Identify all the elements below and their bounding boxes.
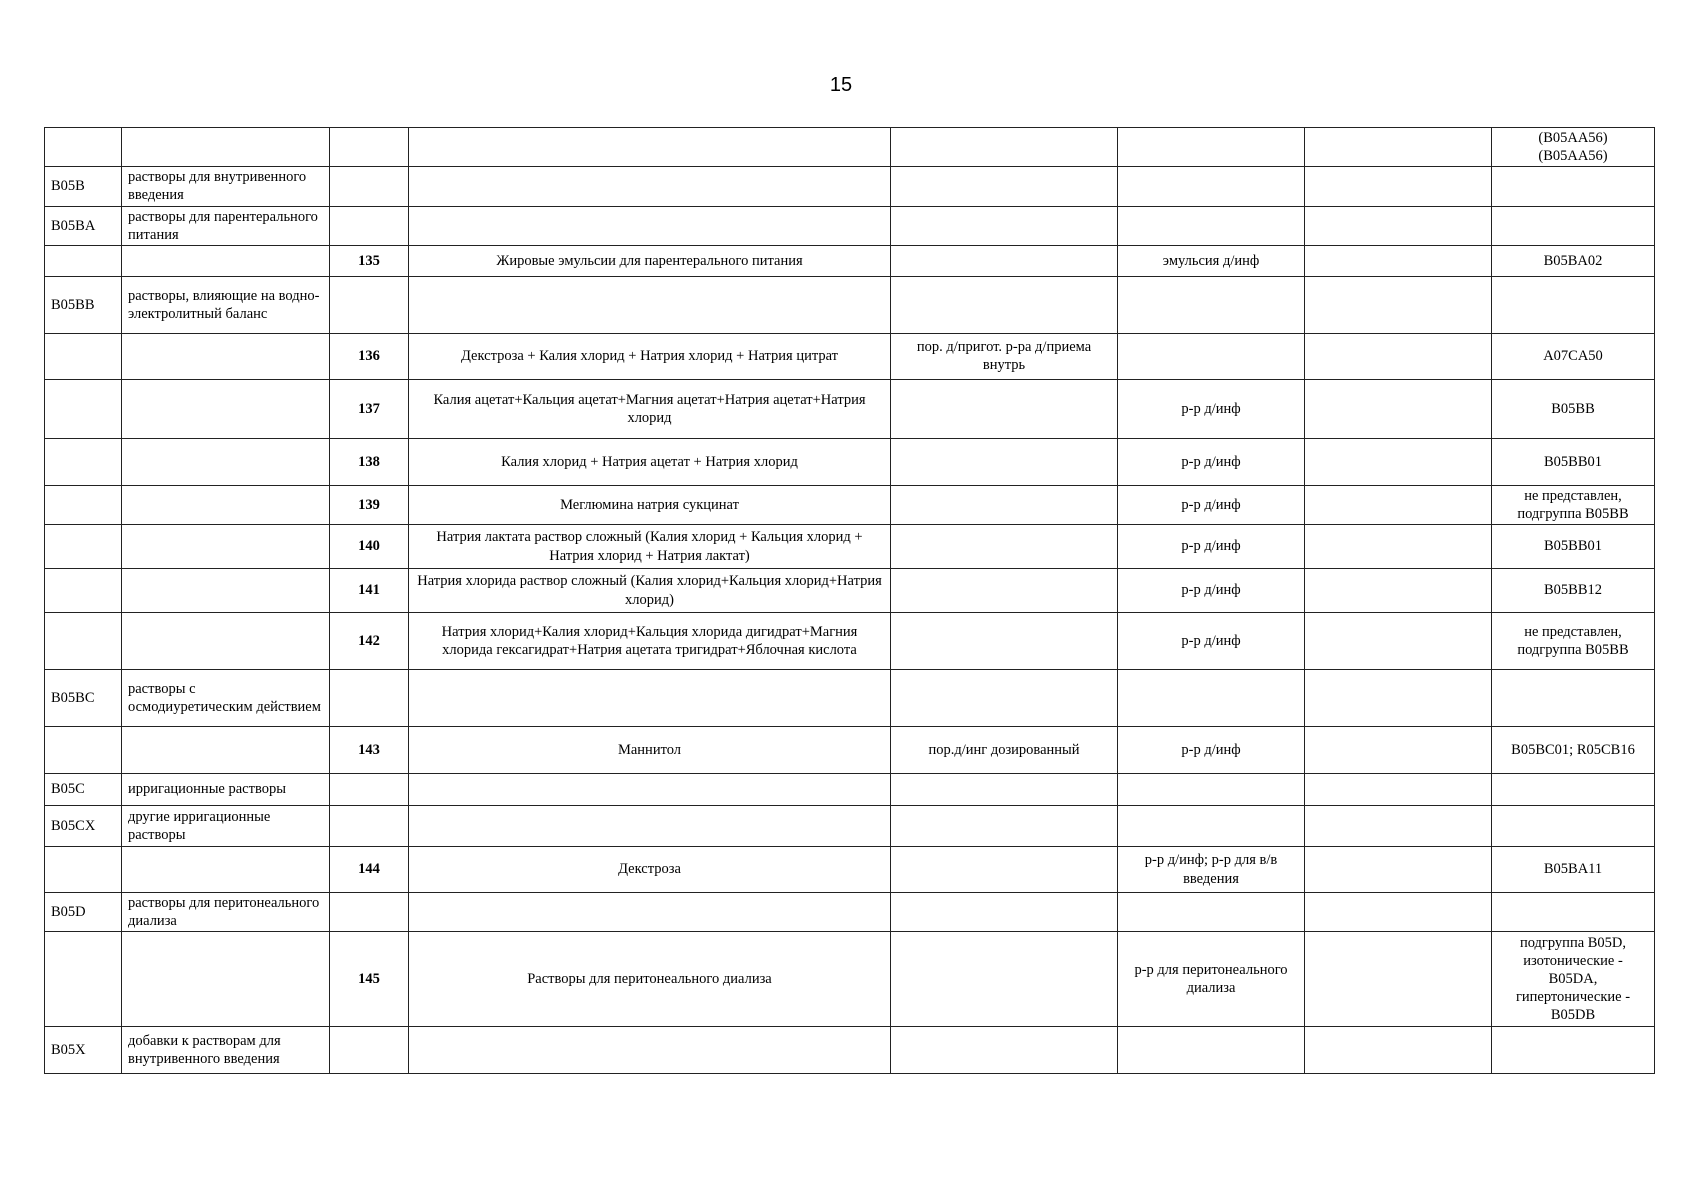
table-cell-drug-name: [409, 206, 891, 245]
table-row: [45, 485, 1655, 524]
table-cell-atc-code: [1492, 206, 1655, 245]
table-cell-row-number: [330, 276, 409, 333]
table-cell-row-number: [330, 128, 409, 167]
table-cell-group-name: [122, 379, 330, 438]
table-cell-dosage-form: [891, 379, 1118, 438]
table-cell-group-name: [122, 128, 330, 167]
table-cell-infusion-form: р-р д/инф; р-р для в/в введения: [1118, 847, 1305, 893]
table-cell-dosage-form: [891, 893, 1118, 932]
table-cell-group-name: добавки к растворам для внутривенного введения: [122, 1027, 330, 1074]
table-cell-row-number: 139: [330, 485, 409, 524]
table-cell-dosage-form: [891, 806, 1118, 847]
table-cell-atc-group-code: [45, 245, 122, 276]
table-cell-drug-name: Маннитол: [409, 727, 891, 774]
table-cell-extra: [1305, 379, 1492, 438]
table-cell-drug-name: Натрия хлорид+Калия хлорид+Кальция хлорида дигидрат+Магния хлорида гексагидрат+Натрия ацетата тригидрат+Яблочная кислота: [409, 613, 891, 670]
table-cell-group-name: растворы для внутривенного введения: [122, 167, 330, 206]
table-row: [45, 333, 1655, 379]
table-cell-atc-code: [1492, 1027, 1655, 1074]
table-cell-atc-code: B05BA02: [1492, 245, 1655, 276]
table-cell-group-name: растворы для парентерального питания: [122, 206, 330, 245]
table-cell-extra: [1305, 276, 1492, 333]
table-cell-row-number: 142: [330, 613, 409, 670]
table-cell-infusion-form: [1118, 167, 1305, 206]
table-cell-extra: [1305, 727, 1492, 774]
table-cell-atc-group-code: B05D: [45, 893, 122, 932]
table-cell-group-name: [122, 727, 330, 774]
table-cell-group-name: растворы для перитонеального диализа: [122, 893, 330, 932]
table-cell-row-number: [330, 893, 409, 932]
table-cell-infusion-form: [1118, 128, 1305, 167]
table-cell-extra: [1305, 525, 1492, 569]
table-cell-drug-name: Меглюмина натрия сукцинат: [409, 485, 891, 524]
table-cell-dosage-form: [891, 245, 1118, 276]
table-cell-drug-name: [409, 670, 891, 727]
table-cell-atc-group-code: B05C: [45, 774, 122, 806]
table-cell-dosage-form: [891, 670, 1118, 727]
table-row: [45, 167, 1655, 206]
table-cell-infusion-form: [1118, 774, 1305, 806]
table-cell-atc-code: [1492, 276, 1655, 333]
table-cell-extra: [1305, 893, 1492, 932]
table-cell-drug-name: Калия хлорид + Натрия ацетат + Натрия хлорид: [409, 438, 891, 485]
table-cell-drug-name: Жировые эмульсии для парентерального питания: [409, 245, 891, 276]
table-cell-atc-code: B05BB12: [1492, 569, 1655, 613]
table-cell-atc-group-code: [45, 569, 122, 613]
table-cell-row-number: [330, 670, 409, 727]
table-cell-dosage-form: [891, 847, 1118, 893]
table-cell-atc-code: [1492, 806, 1655, 847]
table-cell-extra: [1305, 1027, 1492, 1074]
table-row: [45, 525, 1655, 569]
table-cell-extra: [1305, 128, 1492, 167]
table-cell-infusion-form: р-р д/инф: [1118, 379, 1305, 438]
table-cell-infusion-form: р-р для перитонеального диализа: [1118, 932, 1305, 1027]
table-cell-extra: [1305, 245, 1492, 276]
table-cell-drug-name: [409, 276, 891, 333]
table-cell-infusion-form: р-р д/инф: [1118, 438, 1305, 485]
table-cell-extra: [1305, 485, 1492, 524]
table-cell-group-name: растворы, влияющие на водно-электролитный баланс: [122, 276, 330, 333]
table-cell-row-number: [330, 806, 409, 847]
table-cell-infusion-form: [1118, 670, 1305, 727]
table-cell-row-number: 136: [330, 333, 409, 379]
table-cell-group-name: [122, 438, 330, 485]
table-cell-row-number: [330, 206, 409, 245]
table-cell-atc-code: B05BC01; R05CB16: [1492, 727, 1655, 774]
table-cell-drug-name: [409, 128, 891, 167]
table-cell-dosage-form: [891, 525, 1118, 569]
table-cell-atc-code: [1492, 167, 1655, 206]
table-cell-group-name: [122, 847, 330, 893]
table-cell-dosage-form: [891, 1027, 1118, 1074]
table-row: [45, 727, 1655, 774]
table-cell-atc-group-code: [45, 847, 122, 893]
table-cell-atc-code: B05BB: [1492, 379, 1655, 438]
table-cell-dosage-form: [891, 206, 1118, 245]
table-cell-dosage-form: пор. д/пригот. р-ра д/приема внутрь: [891, 333, 1118, 379]
table-cell-row-number: 135: [330, 245, 409, 276]
table-cell-atc-group-code: [45, 525, 122, 569]
table-cell-row-number: [330, 774, 409, 806]
table-cell-drug-name: [409, 774, 891, 806]
table-cell-atc-code: [1492, 893, 1655, 932]
table-cell-infusion-form: [1118, 333, 1305, 379]
table-cell-extra: [1305, 774, 1492, 806]
table-cell-dosage-form: [891, 438, 1118, 485]
table-cell-row-number: 138: [330, 438, 409, 485]
table-row: [45, 569, 1655, 613]
table-cell-atc-group-code: [45, 613, 122, 670]
table-cell-group-name: [122, 245, 330, 276]
table-cell-atc-group-code: [45, 379, 122, 438]
table-cell-atc-code: (B05AA56) (B05AA56): [1492, 128, 1655, 167]
table-cell-dosage-form: [891, 932, 1118, 1027]
table-cell-atc-group-code: [45, 333, 122, 379]
table-cell-group-name: [122, 569, 330, 613]
table-cell-drug-name: Калия ацетат+Кальция ацетат+Магния ацетат+Натрия ацетат+Натрия хлорид: [409, 379, 891, 438]
page-number: 15: [829, 74, 853, 96]
table-cell-atc-code: подгруппа B05D, изотонические - B05DA, гипертонические - B05DB: [1492, 932, 1655, 1027]
drug-table: [44, 127, 1655, 1074]
table-cell-extra: [1305, 569, 1492, 613]
table-cell-infusion-form: р-р д/инф: [1118, 485, 1305, 524]
table-cell-group-name: [122, 932, 330, 1027]
table-cell-atc-group-code: B05B: [45, 167, 122, 206]
table-row: [45, 206, 1655, 245]
table-cell-extra: [1305, 806, 1492, 847]
table-cell-group-name: [122, 333, 330, 379]
table-cell-infusion-form: [1118, 276, 1305, 333]
table-cell-atc-code: B05BB01: [1492, 525, 1655, 569]
table-cell-drug-name: Натрия лактата раствор сложный (Калия хлорид + Кальция хлорид + Натрия хлорид + Натрия лактат): [409, 525, 891, 569]
table-row: [45, 379, 1655, 438]
table-cell-drug-name: Растворы для перитонеального диализа: [409, 932, 891, 1027]
table-cell-atc-group-code: [45, 485, 122, 524]
table-cell-dosage-form: [891, 276, 1118, 333]
table-cell-drug-name: Декстроза + Калия хлорид + Натрия хлорид + Натрия цитрат: [409, 333, 891, 379]
table-row: [45, 613, 1655, 670]
table-cell-atc-code: [1492, 670, 1655, 727]
table-row: [45, 438, 1655, 485]
table-cell-infusion-form: р-р д/инф: [1118, 569, 1305, 613]
table-cell-row-number: 140: [330, 525, 409, 569]
table-cell-row-number: 143: [330, 727, 409, 774]
table-cell-atc-group-code: [45, 932, 122, 1027]
table-cell-dosage-form: [891, 485, 1118, 524]
table-row: [45, 670, 1655, 727]
table-cell-row-number: [330, 1027, 409, 1074]
table-cell-atc-code: B05BB01: [1492, 438, 1655, 485]
table-cell-group-name: растворы с осмодиуретическим действием: [122, 670, 330, 727]
table-cell-infusion-form: [1118, 806, 1305, 847]
table-cell-infusion-form: эмульсия д/инф: [1118, 245, 1305, 276]
table-cell-row-number: 137: [330, 379, 409, 438]
table-cell-infusion-form: [1118, 206, 1305, 245]
table-cell-extra: [1305, 333, 1492, 379]
table-row: [45, 893, 1655, 932]
table-cell-atc-group-code: [45, 438, 122, 485]
table-row: [45, 774, 1655, 806]
table-cell-atc-group-code: B05X: [45, 1027, 122, 1074]
table-cell-infusion-form: [1118, 1027, 1305, 1074]
table-row: [45, 847, 1655, 893]
table-cell-drug-name: Декстроза: [409, 847, 891, 893]
table-cell-atc-group-code: [45, 727, 122, 774]
table-cell-drug-name: [409, 806, 891, 847]
table-row: [45, 932, 1655, 1027]
table-row: [45, 276, 1655, 333]
table-cell-atc-group-code: [45, 128, 122, 167]
table-cell-row-number: [330, 167, 409, 206]
table-cell-extra: [1305, 438, 1492, 485]
table-row: [45, 128, 1655, 167]
table-cell-dosage-form: [891, 569, 1118, 613]
table-cell-extra: [1305, 932, 1492, 1027]
table-cell-group-name: другие ирригационные растворы: [122, 806, 330, 847]
table-cell-dosage-form: [891, 774, 1118, 806]
table-cell-group-name: [122, 525, 330, 569]
table-cell-atc-code: [1492, 774, 1655, 806]
table-cell-dosage-form: [891, 613, 1118, 670]
table-cell-atc-group-code: B05BA: [45, 206, 122, 245]
table-row: [45, 1027, 1655, 1074]
table-cell-atc-group-code: B05CX: [45, 806, 122, 847]
table-cell-atc-code: B05BA11: [1492, 847, 1655, 893]
table-cell-dosage-form: [891, 128, 1118, 167]
table-cell-atc-group-code: B05BB: [45, 276, 122, 333]
table-cell-group-name: ирригационные растворы: [122, 774, 330, 806]
table-cell-extra: [1305, 613, 1492, 670]
table-cell-extra: [1305, 206, 1492, 245]
table-cell-drug-name: [409, 1027, 891, 1074]
table-cell-extra: [1305, 670, 1492, 727]
table-cell-atc-group-code: B05BC: [45, 670, 122, 727]
table-cell-drug-name: [409, 893, 891, 932]
table-cell-infusion-form: [1118, 893, 1305, 932]
table-cell-group-name: [122, 613, 330, 670]
table-cell-infusion-form: р-р д/инф: [1118, 613, 1305, 670]
table-row: [45, 245, 1655, 276]
table-cell-infusion-form: р-р д/инф: [1118, 727, 1305, 774]
table-cell-row-number: 144: [330, 847, 409, 893]
table-row: [45, 806, 1655, 847]
table-cell-atc-code: A07CA50: [1492, 333, 1655, 379]
table-cell-drug-name: Натрия хлорида раствор сложный (Калия хлорид+Кальция хлорид+Натрия хлорид): [409, 569, 891, 613]
table-cell-row-number: 145: [330, 932, 409, 1027]
table-cell-drug-name: [409, 167, 891, 206]
table-cell-dosage-form: пор.д/инг дозированный: [891, 727, 1118, 774]
table-cell-atc-code: не представлен, подгруппа B05BB: [1492, 485, 1655, 524]
table-cell-atc-code: не представлен, подгруппа B05BB: [1492, 613, 1655, 670]
table-cell-extra: [1305, 167, 1492, 206]
table-cell-group-name: [122, 485, 330, 524]
table-cell-extra: [1305, 847, 1492, 893]
table-cell-infusion-form: р-р д/инф: [1118, 525, 1305, 569]
table-cell-row-number: 141: [330, 569, 409, 613]
table-cell-dosage-form: [891, 167, 1118, 206]
